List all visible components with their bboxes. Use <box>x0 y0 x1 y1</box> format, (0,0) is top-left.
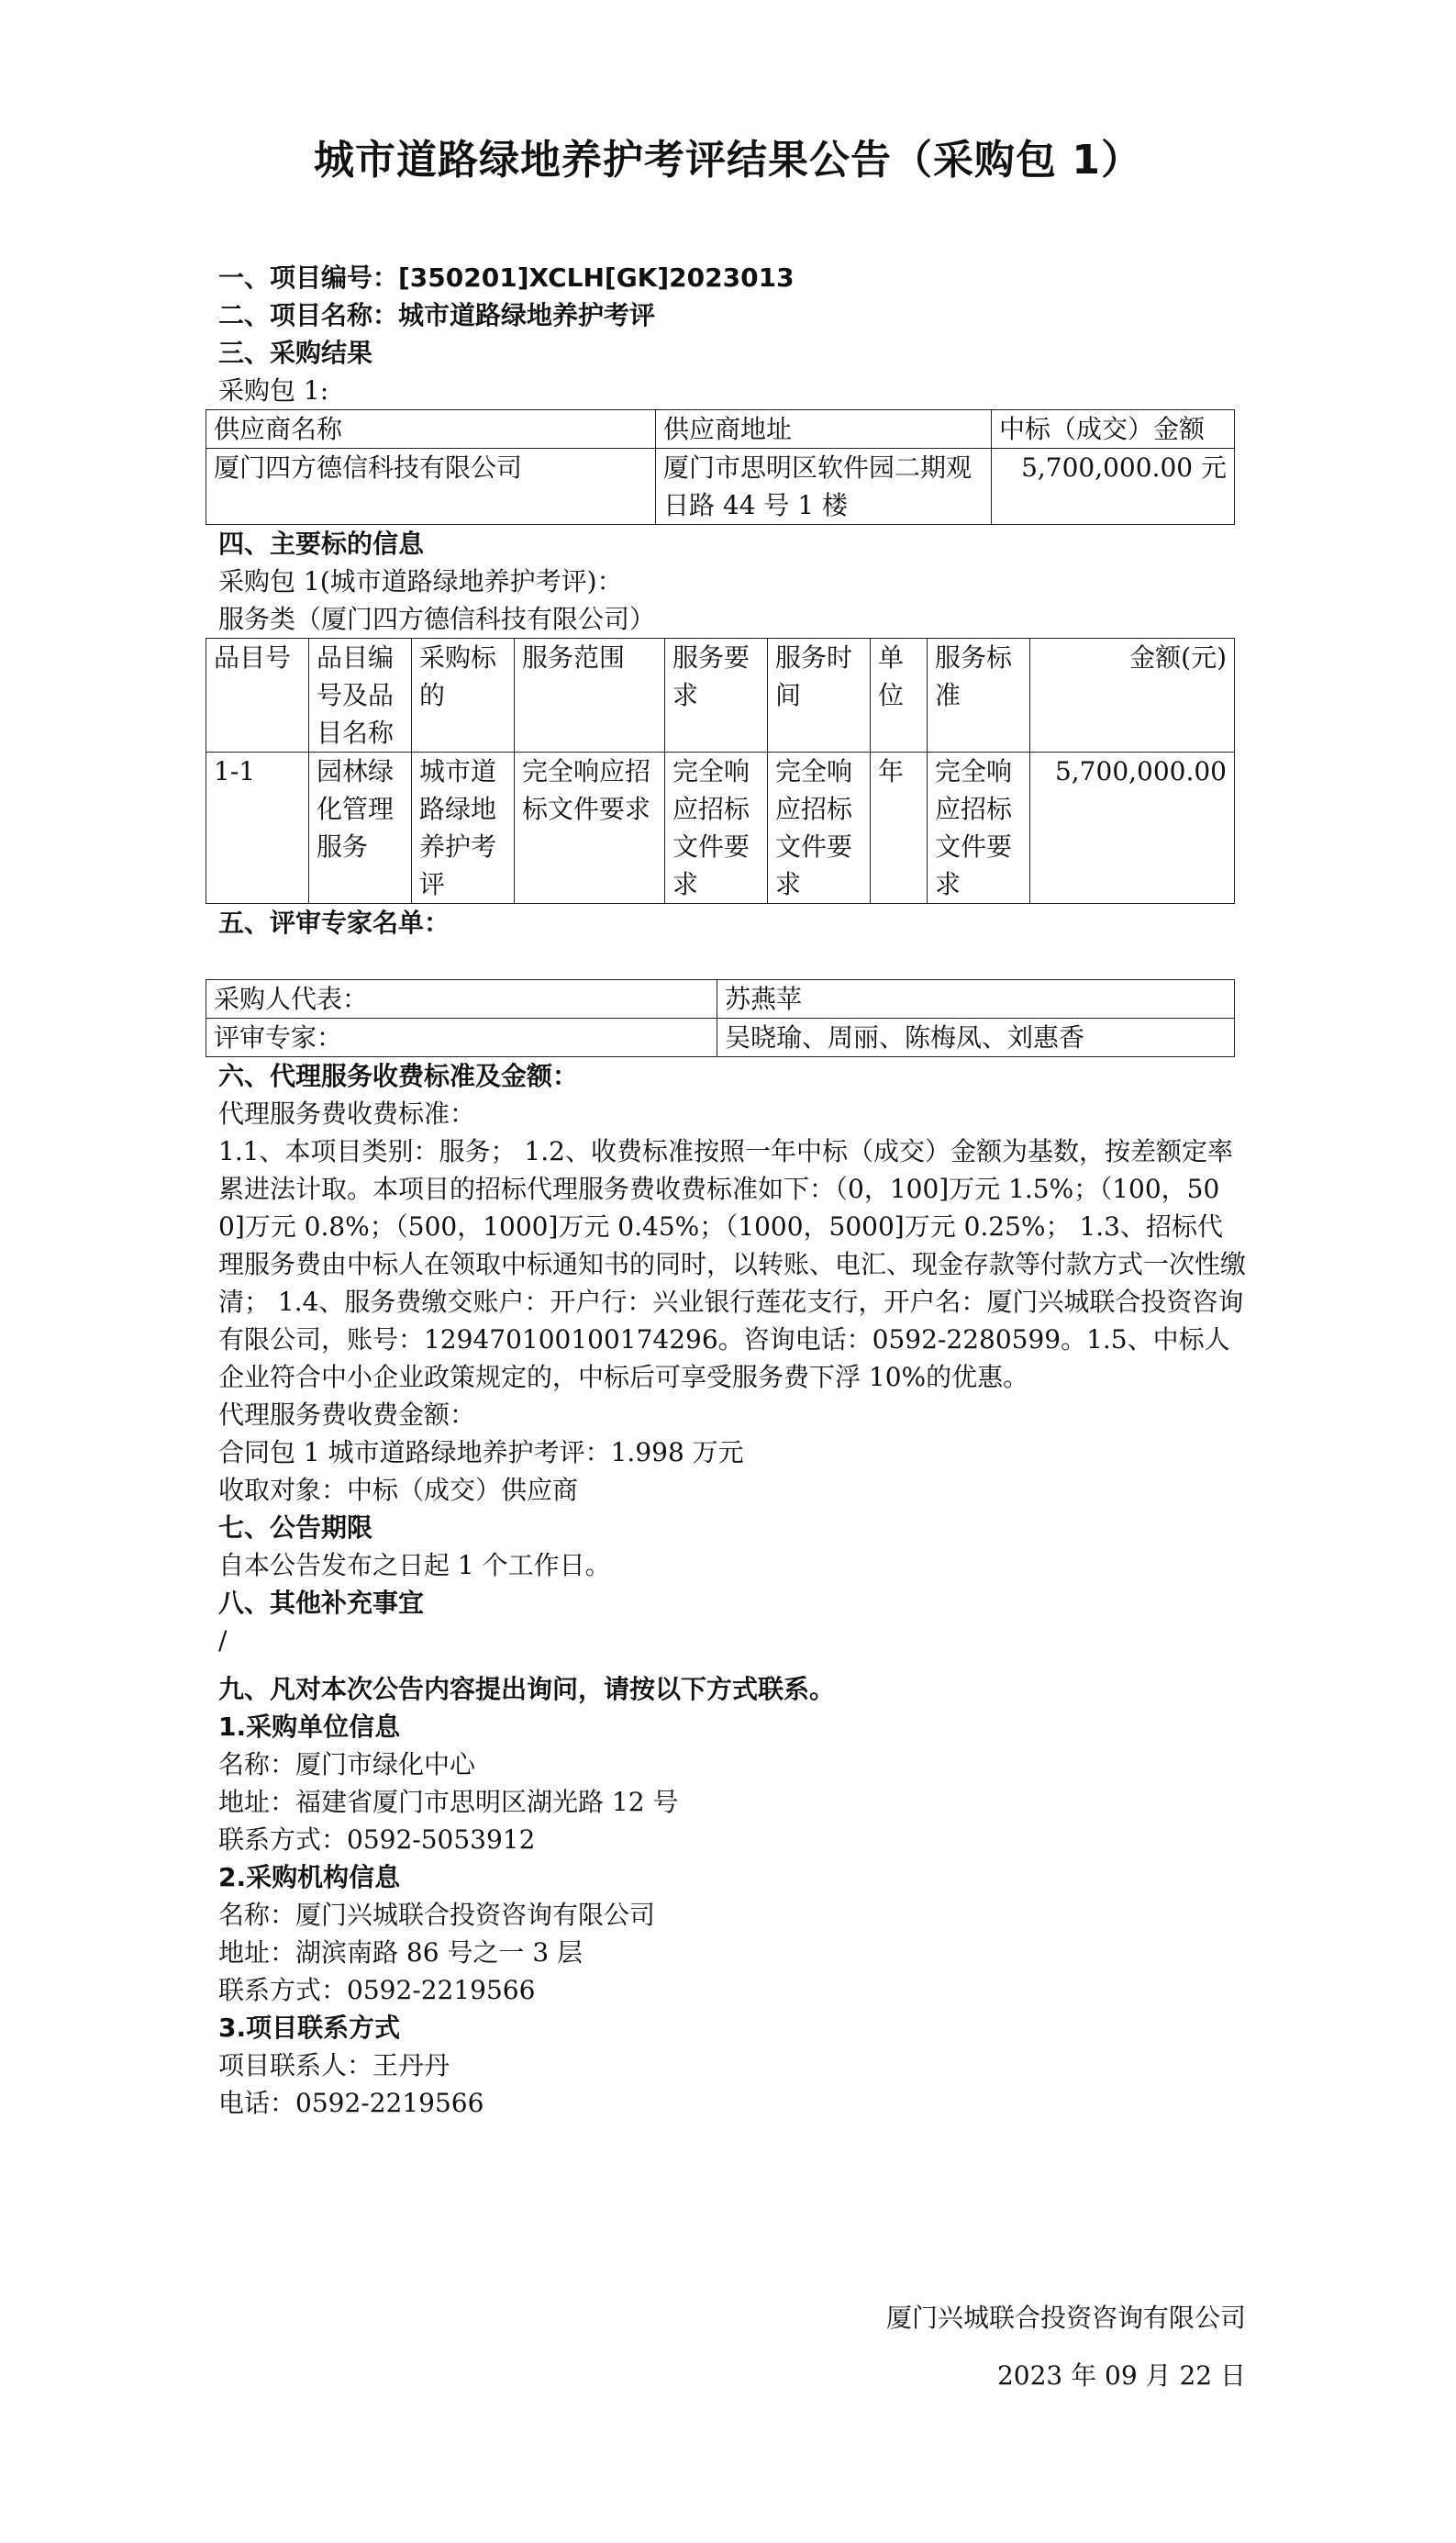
cell-experts-label: 评审专家： <box>206 1019 717 1057</box>
fee-standard-text: 1.1、本项目类别：服务； 1.2、收费标准按照一年中标（成交）金额为基数，按差额定率累进法计取。本项目的招标代理服务费收费标准如下：（0，100]万元 1.5%；（100，500]万元 0.8%；（500，1000]万元 0.45%；（1000，5000]万元 0.25%； 1.3、招标代理服务费由中标人在领取中标通知书的同时，以转账、电汇、现金存款等付款方式一次性缴清； 1.4、服务费缴交账户：开户行：兴业银行莲花支行，开户名：厦门兴城联合投资咨询有限公司，账号：129470100100174296。咨询电话：0592-2280599。1.5、中标人企业符合中小企业政策规定的，中标后可享受服务费下浮 10%的优惠。 <box>218 1136 1247 1392</box>
period-text: 自本公告发布之日起 1 个工作日。 <box>218 1550 611 1580</box>
signature-date: 2023 年 09 月 22 日 <box>996 2360 1246 2391</box>
cell-unit: 年 <box>871 753 928 904</box>
cell-service-scope: 完全响应招标文件要求 <box>515 753 665 904</box>
cell-supplier-name: 厦门四方德信科技有限公司 <box>206 449 656 525</box>
contact-project-title: 3.项目联系方式 <box>218 2013 401 2043</box>
cell-award-amount: 5,700,000.00 元 <box>992 449 1235 525</box>
cell-item-code: 园林绿化管理服务 <box>309 753 412 904</box>
fee-amount-text: 合同包 1 城市道路绿地养护考评：1.998 万元 <box>218 1437 744 1467</box>
table-header-row <box>206 410 1235 449</box>
cell-amount: 5,700,000.00 <box>1030 753 1235 904</box>
contact-agency-address: 地址：湖滨南路 86 号之一 3 层 <box>218 1937 584 1968</box>
cell-service-req: 完全响应招标文件要求 <box>665 753 768 904</box>
section-project-number: 一、项目编号：[350201]XCLH[GK]2023013 <box>218 262 795 293</box>
table-row <box>206 753 1235 904</box>
contact-agency-phone: 联系方式：0592-2219566 <box>218 1975 536 2005</box>
header-service-req: 服务要求 <box>665 639 768 753</box>
table-row <box>206 1019 1235 1057</box>
fee-amount-label: 代理服务费收费金额： <box>218 1400 476 1430</box>
header-item-code: 品目编号及品目名称 <box>309 639 412 753</box>
table-header-row <box>206 639 1235 753</box>
package-label: 采购包 1: <box>218 375 329 406</box>
contact-agency-name: 名称：厦门兴城联合投资咨询有限公司 <box>218 1900 656 1930</box>
cell-service-time: 完全响应招标文件要求 <box>768 753 871 904</box>
cell-supplier-address: 厦门市思明区软件园二期观日路 44 号 1 楼 <box>656 449 992 525</box>
header-service-standard: 服务标准 <box>928 639 1030 753</box>
header-unit: 单位 <box>871 639 928 753</box>
section-heading-contact: 九、凡对本次公告内容提出询问，请按以下方式联系。 <box>218 1674 836 1704</box>
cell-experts-value: 吴晓瑜、周丽、陈梅凤、刘惠香 <box>717 1019 1235 1057</box>
page-title: 城市道路绿地养护考评结果公告（采购包 1） <box>314 137 1142 184</box>
contact-purchaser-title: 1.采购单位信息 <box>218 1712 401 1742</box>
header-amount: 金额(元) <box>1030 639 1235 753</box>
cell-purchaser-rep-label: 采购人代表： <box>206 980 717 1019</box>
items-package-label: 采购包 1(城市道路绿地养护考评)： <box>218 566 623 597</box>
section-heading-period: 七、公告期限 <box>218 1512 373 1543</box>
section-heading-result: 三、采购结果 <box>218 338 373 368</box>
item-table <box>206 638 1235 904</box>
contact-purchaser-name: 名称：厦门市绿化中心 <box>218 1749 476 1779</box>
cell-purchaser-rep-value: 苏燕苹 <box>717 980 1235 1019</box>
table-row <box>206 980 1235 1019</box>
section-heading-fees: 六、代理服务收费标准及金额： <box>218 1061 579 1091</box>
contact-purchaser-phone: 联系方式：0592-5053912 <box>218 1824 536 1855</box>
header-item-no: 品目号 <box>206 639 309 753</box>
section-heading-other: 八、其他补充事宜 <box>218 1588 425 1618</box>
header-service-scope: 服务范围 <box>515 639 665 753</box>
document-body <box>214 259 1247 2122</box>
items-type-label: 服务类（厦门四方德信科技有限公司） <box>218 604 656 634</box>
fee-standard-label: 代理服务费收费标准： <box>218 1099 476 1129</box>
result-table <box>206 409 1235 525</box>
header-supplier-address: 供应商地址 <box>656 410 992 449</box>
header-service-time: 服务时间 <box>768 639 871 753</box>
table-row <box>206 449 1235 525</box>
fee-target: 收取对象：中标（成交）供应商 <box>218 1475 579 1505</box>
cell-subject: 城市道路绿地养护考评 <box>412 753 515 904</box>
cell-service-standard: 完全响应招标文件要求 <box>928 753 1030 904</box>
contact-project-phone: 电话：0592-2219566 <box>218 2088 484 2118</box>
section-heading-items: 四、主要标的信息 <box>218 529 425 559</box>
section-heading-experts: 五、评审专家名单： <box>218 908 450 938</box>
cell-item-no: 1-1 <box>206 753 309 904</box>
contact-agency-title: 2.采购机构信息 <box>218 1862 401 1892</box>
expert-table <box>206 979 1235 1057</box>
contact-project-person: 项目联系人：王丹丹 <box>218 2050 450 2080</box>
other-text: / <box>218 1625 228 1656</box>
header-subject: 采购标的 <box>412 639 515 753</box>
signature-company: 厦门兴城联合投资咨询有限公司 <box>885 2303 1246 2333</box>
section-project-name: 二、项目名称：城市道路绿地养护考评 <box>218 300 656 330</box>
header-supplier-name: 供应商名称 <box>206 410 656 449</box>
header-award-amount: 中标（成交）金额 <box>992 410 1235 449</box>
contact-purchaser-address: 地址：福建省厦门市思明区湖光路 12 号 <box>218 1787 679 1817</box>
